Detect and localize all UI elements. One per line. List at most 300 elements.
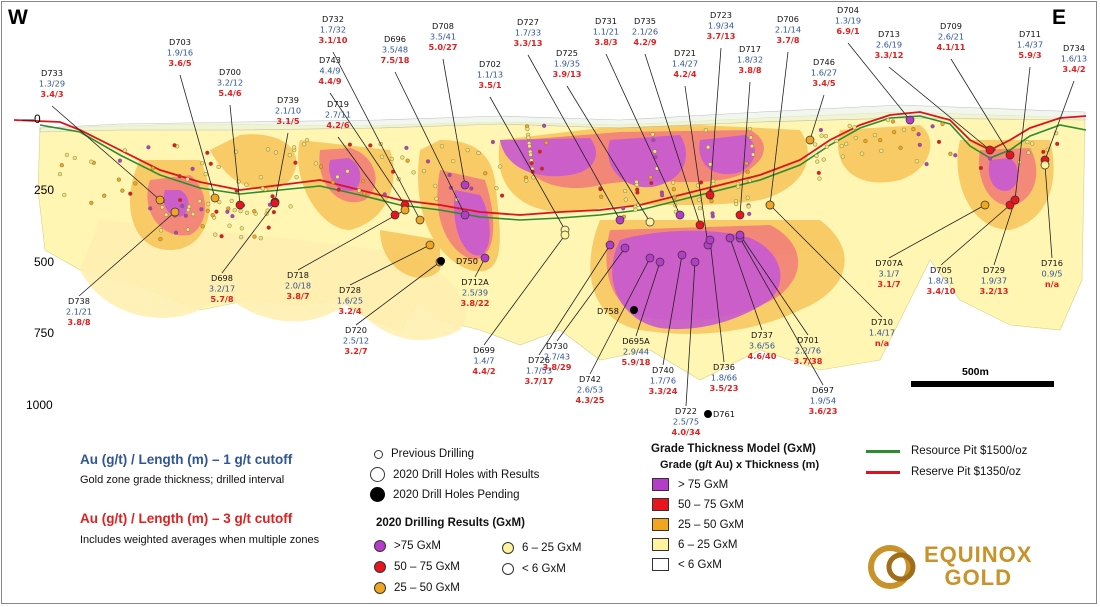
hole-id: D704 [837,5,859,15]
hole-3gt-value: 3.3/24 [648,386,678,396]
results-legend-title: 2020 Drilling Results (GxM) [376,517,525,529]
previous-drill-point [117,178,121,182]
drill-result-dot [461,181,469,189]
previous-drill-point [147,145,151,149]
previous-drill-point [451,159,455,163]
hole-3gt-value: 4.2/4 [673,69,697,79]
previous-drill-point [673,196,677,200]
previous-drill-point [302,142,306,146]
drill-hole-label [553,48,582,79]
previous-drill-point [635,183,639,187]
hole-1gt-value: 3.2/12 [216,77,244,88]
drill-hole-label [672,406,701,437]
previous-drill-point [191,212,195,216]
legend-2020-pending [370,487,520,502]
previous-drill-point [841,155,845,159]
previous-drill-point [180,204,184,208]
previous-drill-point [346,169,350,173]
previous-drill-point [217,165,221,169]
legend-label: < 6 GxM [678,558,722,571]
hole-id: D701 [797,335,819,345]
drill-result-dot [706,191,714,199]
previous-drill-point [751,153,755,157]
hole-1gt-value: 3.5/48 [381,44,409,55]
previous-drill-point [917,132,921,136]
previous-drill-point [252,209,256,213]
previous-drill-point [899,146,903,150]
drill-hole-label [1017,29,1043,60]
previous-drill-point [1030,142,1034,146]
drill-result-dot [986,146,994,154]
legend-model-6-25 [652,538,737,551]
previous-drill-point [253,235,257,239]
equinox-gold-logo [866,537,1032,595]
previous-drill-point [433,184,437,188]
pending-hole-dot [437,257,445,265]
previous-drill-point [448,173,452,177]
drill-hole-label [1061,43,1087,74]
model-swatch-purple [652,478,669,491]
previous-drill-point [815,154,819,158]
hole-id: D734 [1063,43,1085,53]
previous-drill-point [918,143,922,147]
model-swatch-white [652,558,669,571]
previous-drill-point [173,143,177,147]
previous-drill-point [266,148,270,152]
previous-drill-point [652,138,656,142]
result-marker-yellow [502,542,514,554]
hole-1gt-value: 2.9/44 [622,346,650,357]
hole-id: D709 [940,21,962,31]
previous-drill-point [1055,142,1059,146]
hole-1gt-value: 1.7/32 [319,24,347,35]
previous-drill-point [813,143,817,147]
previous-drill-point [824,134,828,138]
hole-3gt-value: 3.1/5 [276,116,300,126]
legend-reserve-pit [866,466,1021,478]
drill-hole-label [875,29,904,60]
hole-1gt-value: 2.5/39 [461,287,489,298]
previous-drill-point [259,236,263,240]
previous-drill-point [215,210,219,214]
previous-drill-point [274,151,278,155]
legend-resource-pit [866,445,1027,457]
hole-3gt-value: 5.9/18 [621,357,651,367]
logo-mark-icon [866,537,924,595]
previous-drill-point [706,145,710,149]
drill-hole-label [39,68,65,99]
previous-drill-point [835,139,839,143]
drill-hole-label [66,296,92,327]
hole-3gt-value: 6.9/1 [836,26,860,36]
previous-drill-point [272,210,276,214]
drill-result-dot [981,201,989,209]
previous-drill-point [526,127,530,131]
hole-id: D702 [479,59,501,69]
previous-drill-point [498,165,502,169]
previous-drill-point [123,149,127,153]
hole-id: D718 [287,270,309,280]
hole-1gt-value: 1.7/76 [649,375,677,386]
hole-3gt-value: 4.6/40 [747,351,777,361]
previous-drill-point [953,153,957,157]
hole-3gt-value: 5.4/6 [218,88,242,98]
previous-drill-point [660,193,664,197]
previous-drill-point [466,148,470,152]
drill-hole-label [343,325,369,356]
hole-1gt-value: 3.2/17 [208,283,236,294]
previous-drill-point [878,138,882,142]
previous-drill-point [892,130,896,134]
legend-label: Reserve Pit $1350/oz [911,466,1021,478]
hole-1gt-value: 1.8/32 [736,54,764,65]
drill-result-dot [621,244,629,252]
previous-drill-point [634,208,638,212]
previous-drill-point [483,171,487,175]
previous-drill-point [440,144,444,148]
previous-drill-point [201,224,205,228]
previous-drill-point [200,207,204,211]
previous-drill-point [530,161,534,165]
drill-result-dot [736,211,744,219]
previous-drill-point [710,199,714,203]
drill-hole-label [811,57,837,88]
hole-1gt-value: 2.0/18 [284,280,312,291]
previous-drill-point [422,169,426,173]
drill-result-dot [656,258,664,266]
drill-hole-label [318,55,341,86]
previous-drill-point [902,128,906,132]
previous-drill-point [886,118,890,122]
drill-hole-label [622,336,651,367]
previous-drill-point [151,166,155,170]
previous-drill-point [348,143,352,147]
hole-3gt-value: 4.2/6 [326,120,350,130]
drill-hole-label [461,277,490,308]
previous-drill-point [747,205,751,209]
hole-id: D727 [517,17,539,27]
hole-1gt-value: 2.6/19 [875,39,903,50]
hole-id: D735 [634,16,656,26]
hole-1gt-value: 2.7/11 [324,109,352,120]
previous-drill-point [848,124,852,128]
hole-3gt-value: 5.7/8 [210,294,234,304]
hole-3gt-value: 5.9/3 [1018,50,1042,60]
hole-id: D722 [675,406,697,416]
au-1gt-title: Au (g/t) / Length (m) – 1 g/t cutoff [80,452,293,467]
hole-3gt-value: 3.2/7 [344,346,368,356]
drill-hole-label [429,21,458,52]
model-swatch-red [652,498,669,511]
previous-drill-point [294,161,298,165]
previous-drill-point [128,192,132,196]
previous-drill-point [331,180,335,184]
previous-drill-point [931,124,935,128]
hole-id: D726 [528,355,550,365]
previous-drill-point [205,151,209,155]
hole-id: D695A [622,336,650,346]
hole-id: D737 [751,330,773,340]
previous-drill-point [178,174,182,178]
previous-drill-point [750,144,754,148]
drill-hole-label [477,59,503,90]
hole-1gt-value: 1.7/53 [525,365,553,376]
previous-drill-point [383,193,387,197]
previous-drill-point [184,214,188,218]
drill-hole-label [707,10,736,41]
legend-label: 6 – 25 GxM [522,542,582,554]
hole-id: D710 [871,317,893,327]
drill-result-dot [678,251,686,259]
previous-drill-point [527,136,531,140]
previous-drill-point [712,182,716,186]
drill-hole-label [937,21,966,52]
hole-id: D717 [739,44,761,54]
previous-drill-point [336,175,340,179]
hole-3gt-value: 3.8/3 [594,37,618,47]
previous-drill-point [220,234,224,238]
previous-drill-point [649,175,653,179]
previous-drill-point [267,226,271,230]
previous-drill-point [62,193,66,197]
legend-model-25-50 [652,518,744,531]
hole-3gt-value: 4.1/11 [936,42,966,52]
hole-id: D705 [930,265,952,275]
previous-drill-point [542,124,546,128]
previous-drill-point [538,150,542,154]
previous-drill-point [746,196,750,200]
previous-drill-point [204,172,208,176]
drill-result-dot [706,236,714,244]
previous-drill-point [259,175,263,179]
drill-hole-label [217,67,243,98]
previous-drill-point [118,159,122,163]
hole-1gt-value: 1.8/31 [927,275,955,286]
drill-result-dot [766,201,774,209]
hole-1gt-value: 0.9/5 [1041,268,1063,279]
drill-result-dot [391,211,399,219]
au-1gt-desc: Gold zone grade thickness; drilled interval [80,474,285,486]
drill-result-dot [156,196,164,204]
previous-drill-point [704,128,708,132]
pending-hole-label: D758 [597,306,619,316]
legend-result-50-75 [374,561,460,573]
hole-id: D739 [277,95,299,105]
previous-drill-point [206,202,210,206]
legend-previous-drilling [374,448,474,460]
depth-tick: 750 [34,326,55,340]
hole-3gt-value: 3.9/13 [552,69,582,79]
previous-drill-point [186,208,190,212]
previous-drill-point [697,198,701,202]
hole-1gt-value: 2.7/43 [543,351,571,362]
drill-result-dot [461,211,469,219]
previous-drill-point [820,134,824,138]
previous-drill-point [65,153,69,157]
au-3gt-desc: Includes weighted averages when multiple zones [80,534,320,546]
previous-drill-point [337,188,341,192]
hole-id: D732 [322,14,344,24]
drill-hole-label [275,95,301,126]
depth-tick: 0 [34,112,41,126]
logo-wordmark [924,543,1032,589]
previous-drill-point [295,175,299,179]
drill-hole-label [927,265,956,296]
hole-3gt-value: 3.4/5 [812,78,836,88]
previous-drill-point [191,167,195,171]
hole-3gt-value: 7.5/18 [380,55,410,65]
previous-drill-point [672,187,676,191]
hole-3gt-value: 3.4/3 [40,89,64,99]
previous-drill-point [1025,140,1029,144]
hole-1gt-value: 3.5/41 [429,31,457,42]
hole-3gt-value: n/a [874,338,890,348]
reserve-pit-swatch [866,471,900,474]
legend-label: 50 – 75 GxM [394,561,460,573]
drill-result-dot [1011,196,1019,204]
legend-result-25-50 [374,582,460,594]
previous-drill-point [491,140,495,144]
previous-drill-point [624,198,628,202]
previous-drill-point [401,156,405,160]
drill-hole-label [775,14,801,45]
model-legend-title: Grade Thickness Model (GxM) [651,443,816,455]
previous-drill-point [544,141,548,145]
previous-drill-point [58,172,62,176]
hole-1gt-value: 2.6/53 [576,384,604,395]
previous-drill-point [736,185,740,189]
drill-result-dot [606,241,614,249]
previous-drill-point [734,202,738,206]
previous-drill-point [540,167,544,171]
drill-result-dot [676,211,684,219]
drill-result-dot [691,258,699,266]
hole-id: D712A [461,277,489,287]
previous-drill-point [949,152,953,156]
previous-drill-point [854,136,858,140]
previous-drill-point [840,144,844,148]
legend-label: Resource Pit $1500/oz [911,445,1028,457]
drill-result-dot [271,199,279,207]
hole-3gt-value: 3.1/10 [318,35,348,45]
previous-drill-point [528,144,532,148]
previous-drill-point [228,224,232,228]
legend-result-gt75 [374,540,441,552]
previous-drill-point [864,139,868,143]
hole-1gt-value: 3.6/56 [748,340,776,351]
drill-result-dot [416,216,424,224]
hole-3gt-value: 3.3/13 [513,38,543,48]
previous-drill-point [73,156,77,160]
hole-id: D728 [339,285,361,295]
previous-drill-point [319,165,323,169]
hole-3gt-value: 3.4/2 [1062,64,1086,74]
previous-drill-point [500,194,504,198]
result-marker-white [502,563,514,575]
drill-result-dot [906,116,914,124]
legend-label: Previous Drilling [391,448,475,460]
compass-west: W [8,6,28,29]
legend-model-gt75 [652,478,728,491]
hole-1gt-value: 1.9/16 [166,47,194,58]
result-marker-red [374,561,386,573]
hole-id: D723 [710,10,732,20]
previous-drill-point [233,208,237,212]
hole-1gt-value: 1.6/13 [1060,53,1088,64]
previous-drill-point [159,228,163,232]
hole-id: D733 [41,68,63,78]
hole-1gt-value: 1.9/35 [553,58,581,69]
previous-drill-point [698,206,702,210]
hole-1gt-value: 1.4/7 [473,355,495,366]
hole-1gt-value: 1.9/37 [980,275,1008,286]
previous-drill-point [746,170,750,174]
previous-drill-point [653,150,657,154]
legend-result-6-25 [502,542,581,554]
hole-3gt-value: 3.6/23 [808,406,838,416]
previous-drill-point [380,155,384,159]
hole-id: D699 [473,345,495,355]
previous-drill-point [89,201,93,205]
scale-bar-label: 500m [962,366,989,378]
drill-hole-label [875,258,903,289]
drill-result-dot [236,201,244,209]
hole-id: D721 [674,48,696,58]
hole-id: D725 [556,48,578,58]
hole-3gt-value: 3.8/7 [286,291,310,301]
hole-3gt-value: 3.8/8 [738,65,762,75]
previous-drill-point [361,179,365,183]
hole-1gt-value: 2.1/21 [65,306,93,317]
previous-drill-point [426,160,430,164]
previous-drill-point [651,133,655,137]
previous-drill-point [209,162,213,166]
hole-1gt-value: 1.3/29 [38,78,66,89]
depth-tick: 1000 [26,398,53,412]
hole-1gt-value: 1.3/19 [834,15,862,26]
previous-drill-point [1027,151,1031,155]
hole-3gt-value: 4.4/9 [318,76,342,86]
previous-drill-point [164,213,168,217]
hole-3gt-value: 3.7/17 [524,376,554,386]
hole-1gt-value: 2.5/12 [342,335,370,346]
hole-id: D698 [211,273,233,283]
previous-drill-point [412,171,416,175]
previous-drill-point [621,206,625,210]
previous-drill-point [988,157,992,161]
hole-1gt-value: 1.9/54 [809,395,837,406]
drill-hole-label [543,341,572,372]
drill-hole-label [514,17,543,48]
hole-3gt-value: 3.1/7 [877,279,901,289]
logo-line-1: EQUINOX [924,542,1033,567]
previous-drill-point [261,187,265,191]
drill-hole-label [649,365,678,396]
hole-3gt-value: 3.8/29 [542,362,572,372]
drill-result-dot [646,254,654,262]
hole-1gt-value: 1.4/27 [671,58,699,69]
previous-drill-point [200,161,204,165]
au-3gt-title: Au (g/t) / Length (m) – 3 g/t cutoff [80,511,293,526]
previous-drill-point [469,187,473,191]
hole-3gt-value: n/a [1044,279,1060,289]
previous-drill-point [937,140,941,144]
previous-drill-point [226,210,230,214]
drill-result-dot [481,254,489,262]
previous-drill-point [102,194,106,198]
drill-result-dot [616,216,624,224]
resource-pit-swatch [866,450,900,453]
